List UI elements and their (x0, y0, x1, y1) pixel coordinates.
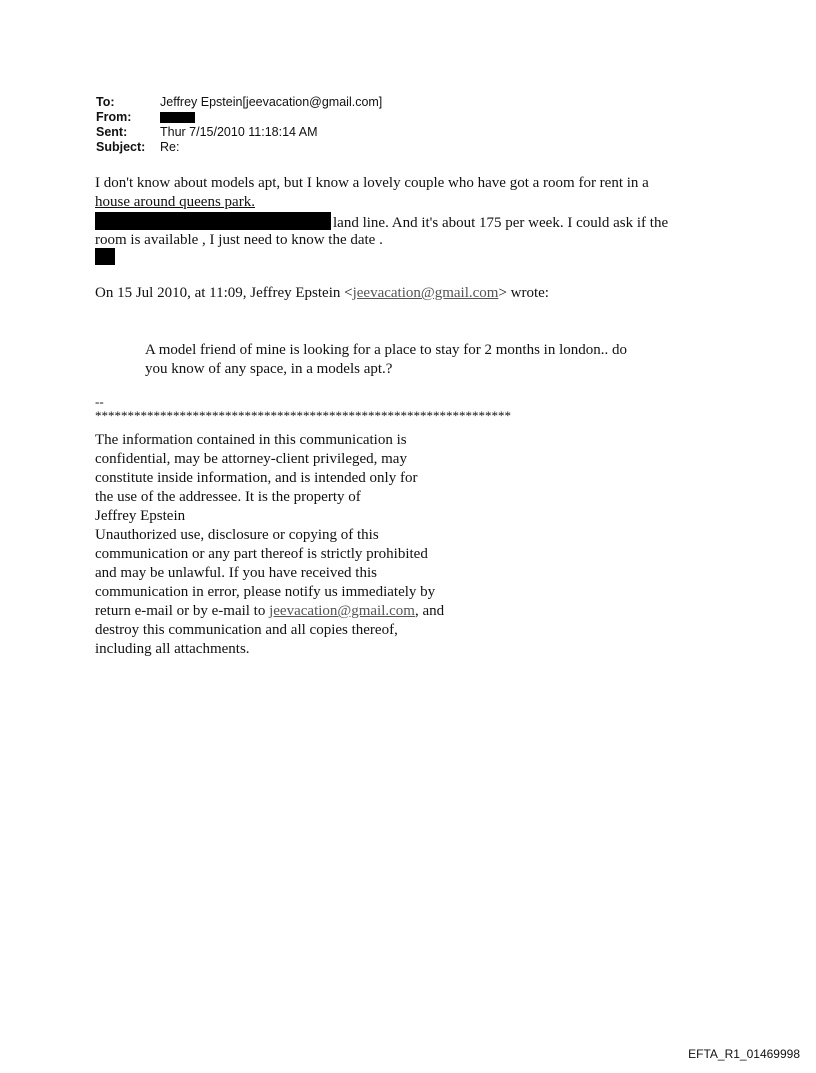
subject-label: Subject: (96, 140, 146, 154)
confidentiality-disclaimer (95, 431, 515, 659)
redaction-block (160, 112, 195, 123)
redaction-block (95, 212, 331, 230)
sent-value: Thur 7/15/2010 11:18:14 AM (160, 125, 318, 139)
body-line: room is available , I just need to know the date . (95, 232, 383, 248)
body-line: house around queens park. (95, 194, 255, 210)
body-line: I don't know about models apt, but I know a lovely couple who have got a room for rent in a (95, 175, 649, 191)
sent-label: Sent: (96, 125, 128, 139)
disclaimer-text: return e-mail or by e-mail to (95, 603, 270, 619)
disclaimer-line: constitute inside information, and is intended only for (95, 470, 418, 486)
to-value: Jeffrey Epstein[jeevacation@gmail.com] (160, 95, 383, 109)
disclaimer-line: destroy this communication and all copies thereof, (95, 622, 398, 638)
disclaimer-line (95, 602, 515, 621)
from-label: From: (96, 110, 132, 124)
quoted-line: A model friend of mine is looking for a place to stay for 2 months in london.. do (145, 342, 628, 358)
subject-value: Re: (160, 140, 180, 154)
disclaimer-line: The information contained in this communication is (95, 432, 407, 448)
to-label: To: (96, 95, 115, 109)
body-line-text: land line. And it's about 175 per week. I could ask if the (333, 215, 669, 231)
quoted-message (145, 341, 685, 379)
disclaimer-line: the use of the addressee. It is the property of (95, 489, 361, 505)
to-row (96, 95, 382, 110)
quoted-line: you know of any space, in a models apt.? (145, 361, 393, 377)
signature-stars: **************************************************************** (95, 408, 511, 423)
document-id: EFTA_R1_01469998 (688, 1047, 800, 1061)
reply-body (95, 174, 715, 250)
disclaimer-text: , and (414, 603, 445, 619)
quote-header-prefix: On 15 Jul 2010, at 11:09, Jeffrey Epstein < (95, 285, 353, 301)
disclaimer-line: confidential, may be attorney-client privileged, may (95, 451, 407, 467)
quote-header (95, 284, 549, 303)
disclaimer-line: and may be unlawful. If you have received this (95, 565, 377, 581)
disclaimer-line: communication in error, please notify us immediately by (95, 584, 436, 600)
disclaimer-line: Jeffrey Epstein (95, 508, 186, 524)
signature-dash: -- (95, 394, 104, 409)
email-link[interactable]: jeevacation@gmail.com (352, 285, 499, 301)
quote-header-suffix: > wrote: (498, 285, 549, 301)
sent-row (96, 125, 382, 140)
disclaimer-line: including all attachments. (95, 641, 250, 657)
body-line (95, 212, 715, 231)
disclaimer-line: Unauthorized use, disclosure or copying of this (95, 527, 379, 543)
from-row (96, 110, 382, 125)
redaction-block (95, 248, 115, 265)
disclaimer-line: communication or any part thereof is strictly prohibited (95, 546, 428, 562)
subject-row (96, 140, 382, 155)
email-header (96, 95, 382, 155)
email-link[interactable]: jeevacation@gmail.com (269, 603, 415, 619)
